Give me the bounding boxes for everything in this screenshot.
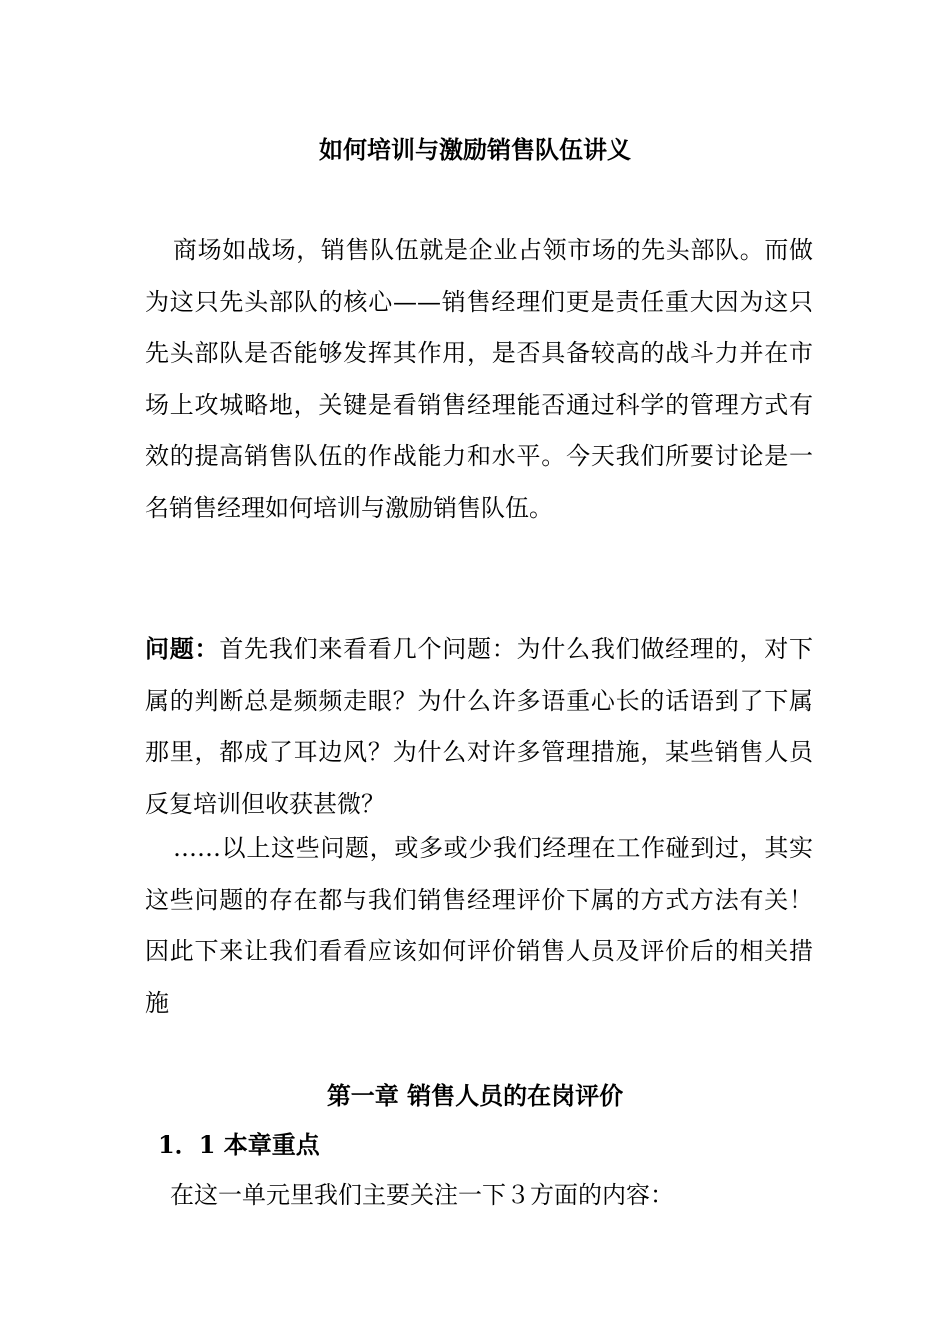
intro-paragraph: 商场如战场，销售队伍就是企业占领市场的先头部队。而做为这只先头部队的核心——销售经理们更是责任重大因为这只先头部队是否能够发挥其作用，是否具备较高的战斗力并在市场上攻城略地，关键是看销售经理能否通过科学的管理方式有效的提高销售队伍的作战能力和水平。今天我们所要讨论是一名销售经理如何培训与激励销售队伍。 xyxy=(145,236,813,522)
question-label: 问题： xyxy=(145,634,220,663)
section-title: 1．1 本章重点 xyxy=(158,1130,320,1159)
question-text: 首先我们来看看几个问题：为什么我们做经理的，对下属的判断总是频频走眼？为什么许多语重心长的话语到了下属那里，都成了耳边风？为什么对许多管理措施，某些销售人员反复培训但收获甚微？ xyxy=(145,635,814,818)
summary-paragraph: ……以上这些问题，或多或少我们经理在工作碰到过，其实这些问题的存在都与我们销售经理评价下属的方式方法有关！因此下来让我们看看应该如何评价销售人员及评价后的相关措施 xyxy=(145,834,813,1017)
section-intro: 在这一单元里我们主要关注一下３方面的内容： xyxy=(170,1181,674,1209)
chapter-title: 第一章 销售人员的在岗评价 xyxy=(326,1081,624,1110)
document-title: 如何培训与激励销售队伍讲义 xyxy=(319,135,631,164)
question-paragraph xyxy=(145,623,813,830)
